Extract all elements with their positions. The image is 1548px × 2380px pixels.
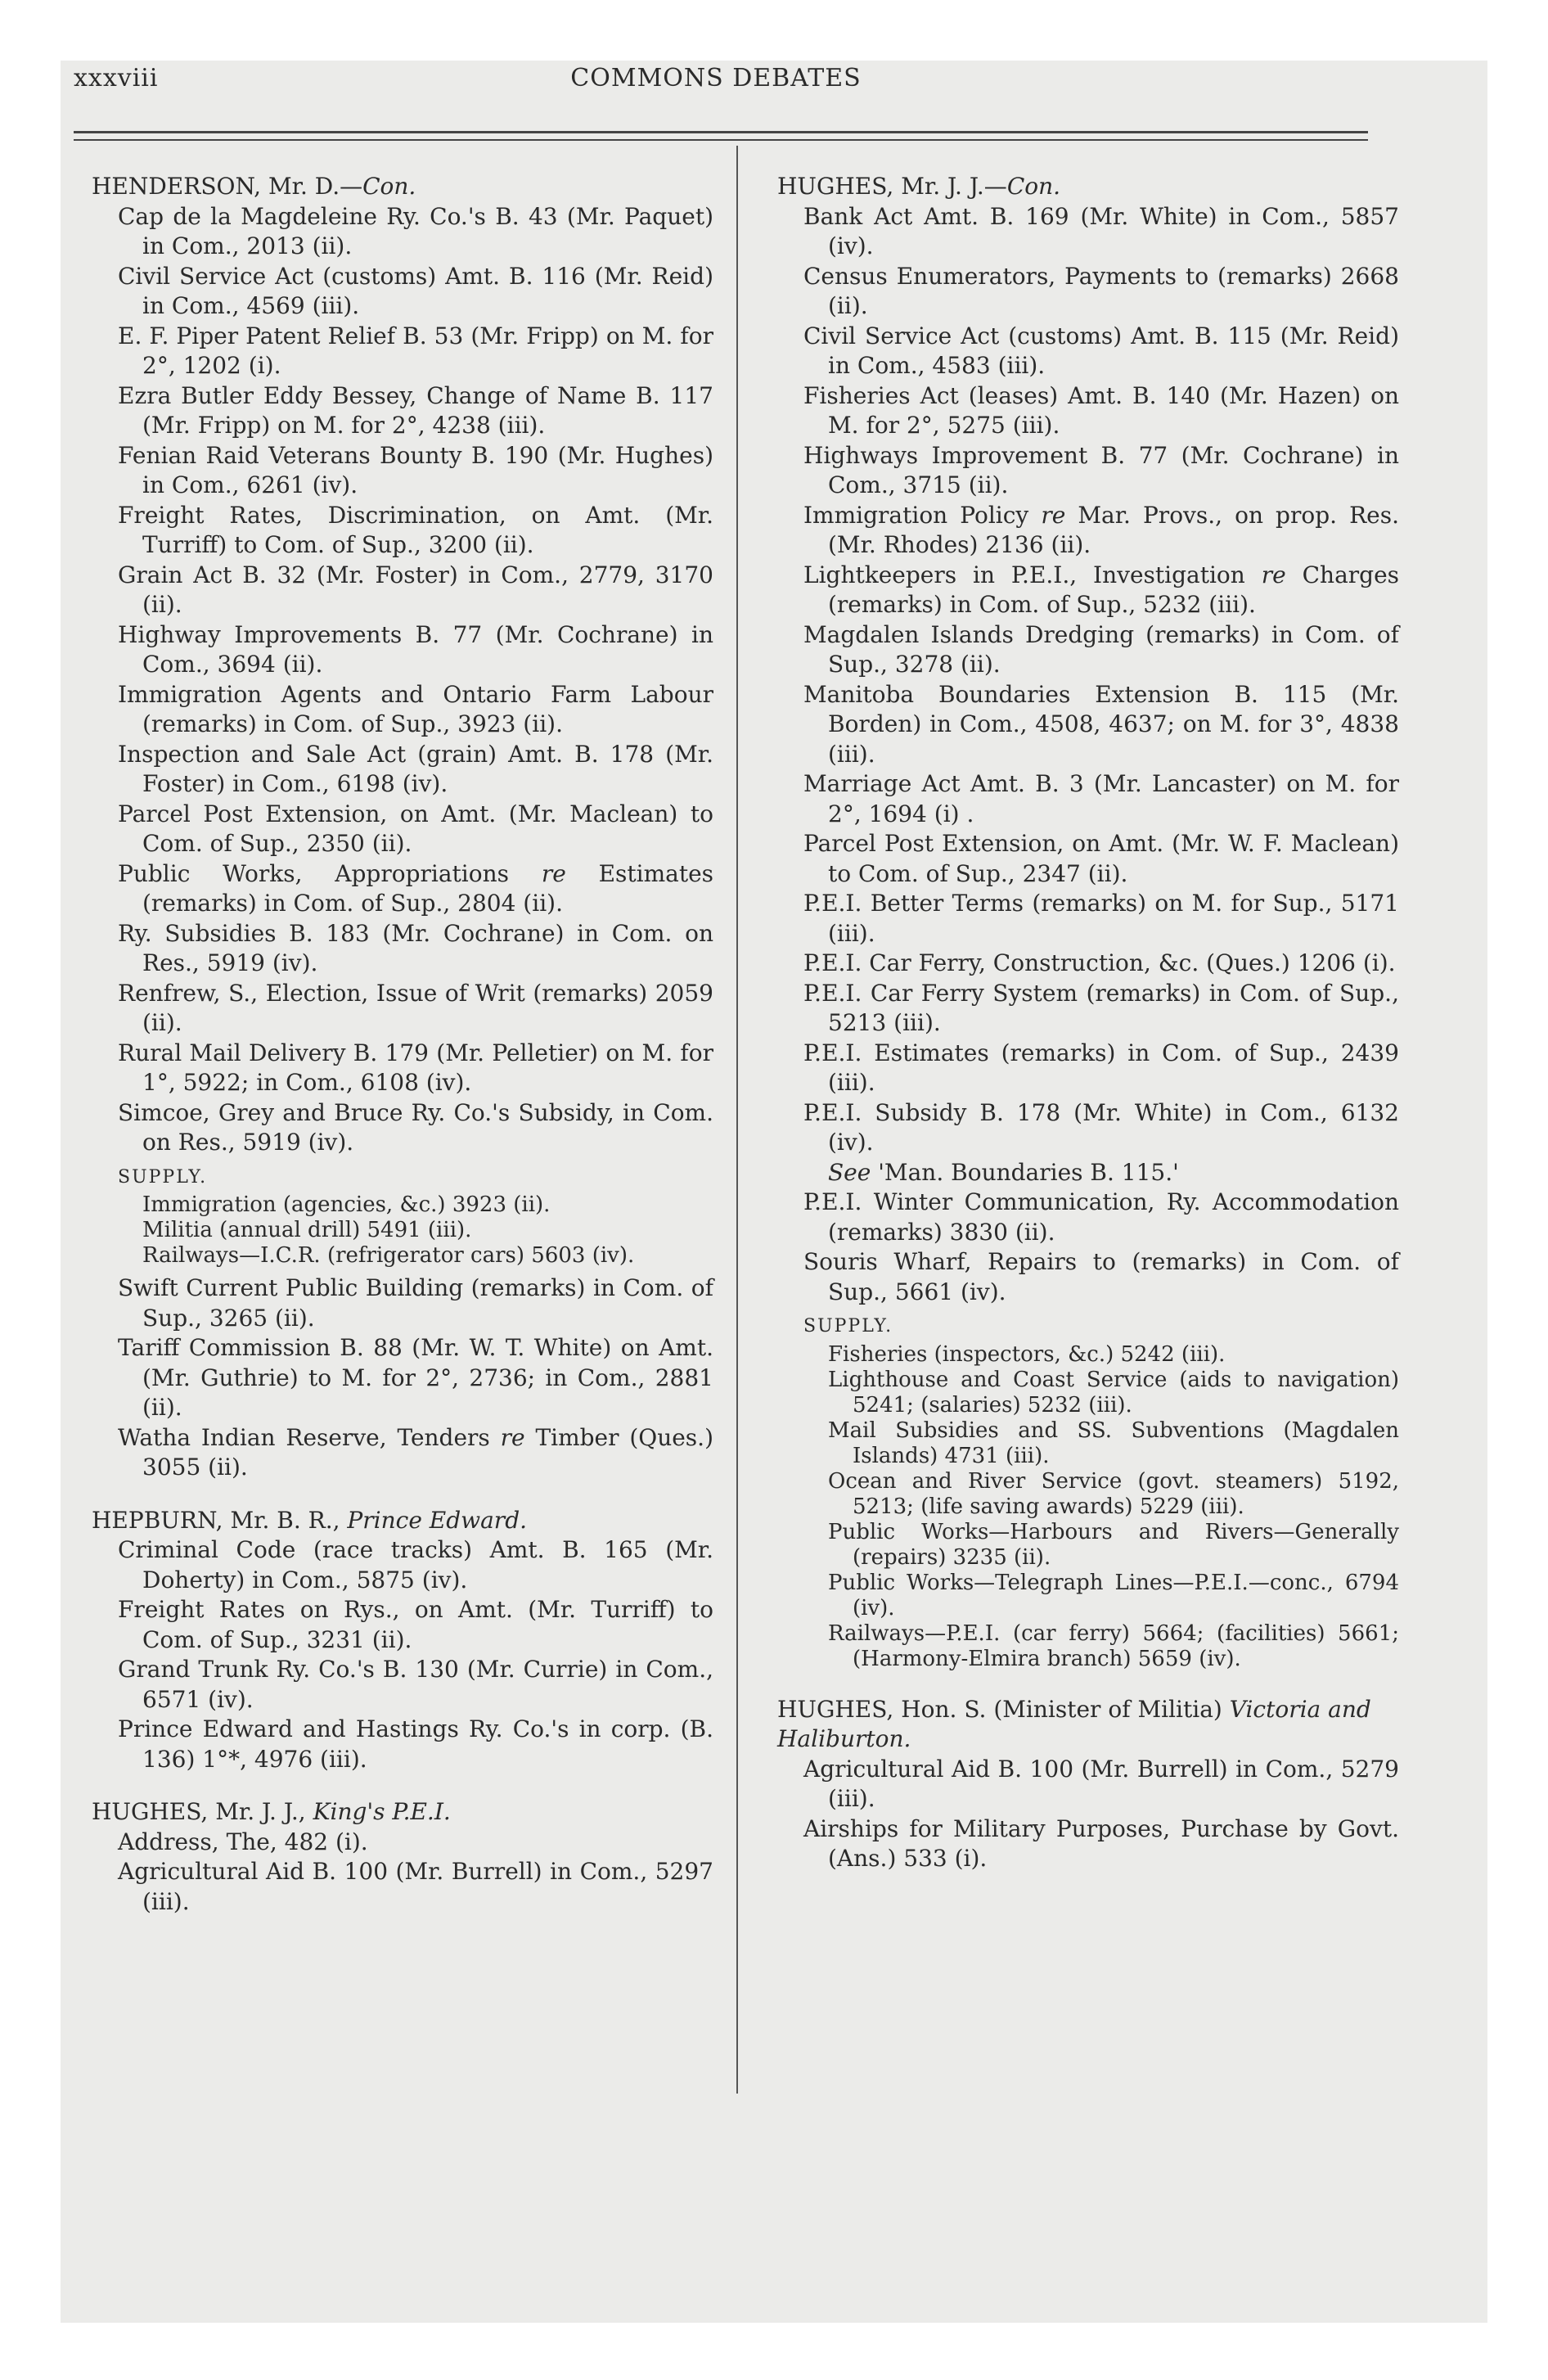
index-entry: Rural Mail Delivery B. 179 (Mr. Pelletier) on M. for 1°, 5922; in Com., 6108 (iv).	[118, 1039, 713, 1096]
index-entry: Highway Improvements B. 77 (Mr. Cochrane) in Com., 3694 (ii).	[118, 620, 713, 678]
right-column	[777, 172, 1399, 1874]
index-entry: Highways Improvement B. 77 (Mr. Cochrane) in Com., 3715 (ii).	[803, 441, 1399, 498]
index-entry: Agricultural Aid B. 100 (Mr. Burrell) in Com., 5297 (iii).	[118, 1858, 713, 1915]
index-entry: Grand Trunk Ry. Co.'s B. 130 (Mr. Currie) in Com., 6571 (iv).	[118, 1656, 713, 1713]
supply-entry: Railways—P.E.I. (car ferry) 5664; (facilities) 5661; (Harmony-Elmira branch) 5659 (iv).	[828, 1620, 1399, 1671]
supply-entry: Railways—I.C.R. (refrigerator cars) 5603 (iv).	[142, 1243, 635, 1268]
index-entry: Bank Act Amt. B. 169 (Mr. White) in Com., 5857 (iv).	[803, 202, 1399, 259]
index-entry: Souris Wharf, Repairs to (remarks) in Com. of Sup., 5661 (iv).	[803, 1248, 1399, 1305]
supply-label: SUPPLY.	[803, 1316, 893, 1336]
index-entry: Simcoe, Grey and Bruce Ry. Co.'s Subsidy, in Com. on Res., 5919 (iv).	[118, 1098, 713, 1156]
supply-entry: Ocean and River Service (govt. steamers) 5192, 5213; (life saving awards) 5229 (iii).	[828, 1468, 1399, 1519]
see-reference: See 'Man. Boundaries B. 115.'	[828, 1158, 1179, 1186]
supply-entry: Lighthouse and Coast Service (aids to navigation) 5241; (salaries) 5232 (iii).	[828, 1367, 1399, 1418]
index-entry: Immigration Policy re Mar. Provs., on prop. Res. (Mr. Rhodes) 2136 (ii).	[803, 501, 1400, 558]
index-entry: Fenian Raid Veterans Bounty B. 190 (Mr. Hughes) in Com., 6261 (iv).	[118, 441, 713, 498]
index-entry: Civil Service Act (customs) Amt. B. 116 (Mr. Reid) in Com., 4569 (iii).	[118, 262, 713, 319]
page-number: xxxviii	[74, 64, 159, 92]
supply-entry: Public Works—Telegraph Lines—P.E.I.—conc., 6794 (iv).	[828, 1570, 1399, 1620]
index-entry: P.E.I. Subsidy B. 178 (Mr. White) in Com., 6132 (iv).	[803, 1098, 1399, 1156]
index-entry: Census Enumerators, Payments to (remarks) 2668 (ii).	[803, 262, 1399, 319]
supply-entry: Militia (annual drill) 5491 (iii).	[142, 1218, 472, 1242]
header-rule-thick	[74, 131, 1368, 133]
index-entry: Parcel Post Extension, on Amt. (Mr. Maclean) to Com. of Sup., 2350 (ii).	[118, 800, 713, 857]
index-entry: Agricultural Aid B. 100 (Mr. Burrell) in Com., 5279 (iii).	[803, 1755, 1399, 1812]
index-entry: Lightkeepers in P.E.I., Investigation re Charges (remarks) in Com. of Sup., 5232 (iii).	[803, 561, 1400, 618]
index-entry: P.E.I. Car Ferry, Construction, &c. (Ques.) 1206 (i).	[803, 949, 1396, 976]
index-entry: Inspection and Sale Act (grain) Amt. B. 178 (Mr. Foster) in Com., 6198 (iv).	[118, 740, 713, 797]
index-heading: HENDERSON, Mr. D.—Con.	[92, 173, 416, 200]
index-entry: P.E.I. Better Terms (remarks) on M. for Sup., 5171 (iii).	[803, 890, 1399, 947]
index-entry: Cap de la Magdeleine Ry. Co.'s B. 43 (Mr. Paquet) in Com., 2013 (ii).	[118, 202, 713, 259]
index-entry: Immigration Agents and Ontario Farm Labour (remarks) in Com. of Sup., 3923 (ii).	[118, 680, 713, 737]
index-entry: Criminal Code (race tracks) Amt. B. 165 (Mr. Doherty) in Com., 5875 (iv).	[118, 1536, 713, 1593]
index-entry: Public Works, Appropriations re Estimates (remarks) in Com. of Sup., 2804 (ii).	[118, 859, 714, 917]
index-heading: HEPBURN, Mr. B. R., Prince Edward.	[92, 1506, 528, 1534]
index-entry: Civil Service Act (customs) Amt. B. 115 (Mr. Reid) in Com., 4583 (iii).	[803, 322, 1399, 379]
index-entry: Freight Rates on Rys., on Amt. (Mr. Turriff) to Com. of Sup., 3231 (ii).	[118, 1596, 713, 1653]
left-column	[92, 172, 713, 1917]
index-entry: E. F. Piper Patent Relief B. 53 (Mr. Fripp) on M. for 2°, 1202 (i).	[118, 322, 713, 379]
running-title: COMMONS DEBATES	[570, 64, 862, 92]
supply-entry: Fisheries (inspectors, &c.) 5242 (iii).	[828, 1341, 1226, 1367]
index-entry: Prince Edward and Hastings Ry. Co.'s in corp. (B. 136) 1°*, 4976 (iii).	[118, 1715, 713, 1773]
index-entry: Swift Current Public Building (remarks) in Com. of Sup., 3265 (ii).	[118, 1274, 713, 1332]
index-entry: Magdalen Islands Dredging (remarks) in Com. of Sup., 3278 (ii).	[803, 620, 1399, 678]
index-entry: P.E.I. Estimates (remarks) in Com. of Sup., 2439 (iii).	[803, 1039, 1399, 1096]
index-entry: P.E.I. Car Ferry System (remarks) in Com. of Sup., 5213 (iii).	[803, 979, 1399, 1036]
index-entry: Tariff Commission B. 88 (Mr. W. T. White) on Amt. (Mr. Guthrie) to M. for 2°, 2736; in Com., 2881 (ii).	[118, 1334, 713, 1421]
index-heading: HUGHES, Hon. S. (Minister of Militia) Victoria and Haliburton.	[777, 1695, 1371, 1752]
index-heading: HUGHES, Mr. J. J.—Con.	[777, 173, 1061, 200]
supply-entry: Public Works—Harbours and Rivers—Generally (repairs) 3235 (ii).	[828, 1519, 1399, 1570]
index-entry: Parcel Post Extension, on Amt. (Mr. W. F. Maclean) to Com. of Sup., 2347 (ii).	[803, 830, 1399, 887]
index-heading: HUGHES, Mr. J. J., King's P.E.I.	[92, 1798, 451, 1825]
index-entry: Watha Indian Reserve, Tenders re Timber (Ques.) 3055 (ii).	[118, 1423, 713, 1481]
index-entry: Manitoba Boundaries Extension B. 115 (Mr. Borden) in Com., 4508, 4637; on M. for 3°, 4838 (iii).	[803, 680, 1399, 768]
index-entry: Address, The, 482 (i).	[118, 1828, 368, 1855]
index-entry: Freight Rates, Discrimination, on Amt. (Mr. Turriff) to Com. of Sup., 3200 (ii).	[118, 501, 713, 558]
index-entry: Renfrew, S., Election, Issue of Writ (remarks) 2059 (ii).	[118, 979, 713, 1036]
index-entry: Fisheries Act (leases) Amt. B. 140 (Mr. Hazen) on M. for 2°, 5275 (iii).	[803, 381, 1399, 439]
supply-entry: Mail Subsidies and SS. Subventions (Magdalen Islands) 4731 (iii).	[828, 1418, 1399, 1468]
supply-entry: Immigration (agencies, &c.) 3923 (ii).	[142, 1192, 551, 1217]
index-entry: Grain Act B. 32 (Mr. Foster) in Com., 2779, 3170 (ii).	[118, 561, 713, 618]
header-rule-thin	[74, 139, 1368, 141]
index-entry: Ry. Subsidies B. 183 (Mr. Cochrane) in Com. on Res., 5919 (iv).	[118, 919, 713, 976]
index-entry: Airships for Military Purposes, Purchase by Govt. (Ans.) 533 (i).	[803, 1814, 1399, 1872]
supply-label: SUPPLY.	[118, 1166, 208, 1188]
page-header	[74, 64, 1358, 97]
index-entry: Marriage Act Amt. B. 3 (Mr. Lancaster) on M. for 2°, 1694 (i) .	[803, 770, 1399, 827]
index-entry: Ezra Butler Eddy Bessey, Change of Name B. 117 (Mr. Fripp) on M. for 2°, 4238 (iii).	[118, 381, 713, 439]
index-entry: P.E.I. Winter Communication, Ry. Accommodation (remarks) 3830 (ii).	[803, 1188, 1399, 1246]
column-divider	[736, 146, 738, 2094]
